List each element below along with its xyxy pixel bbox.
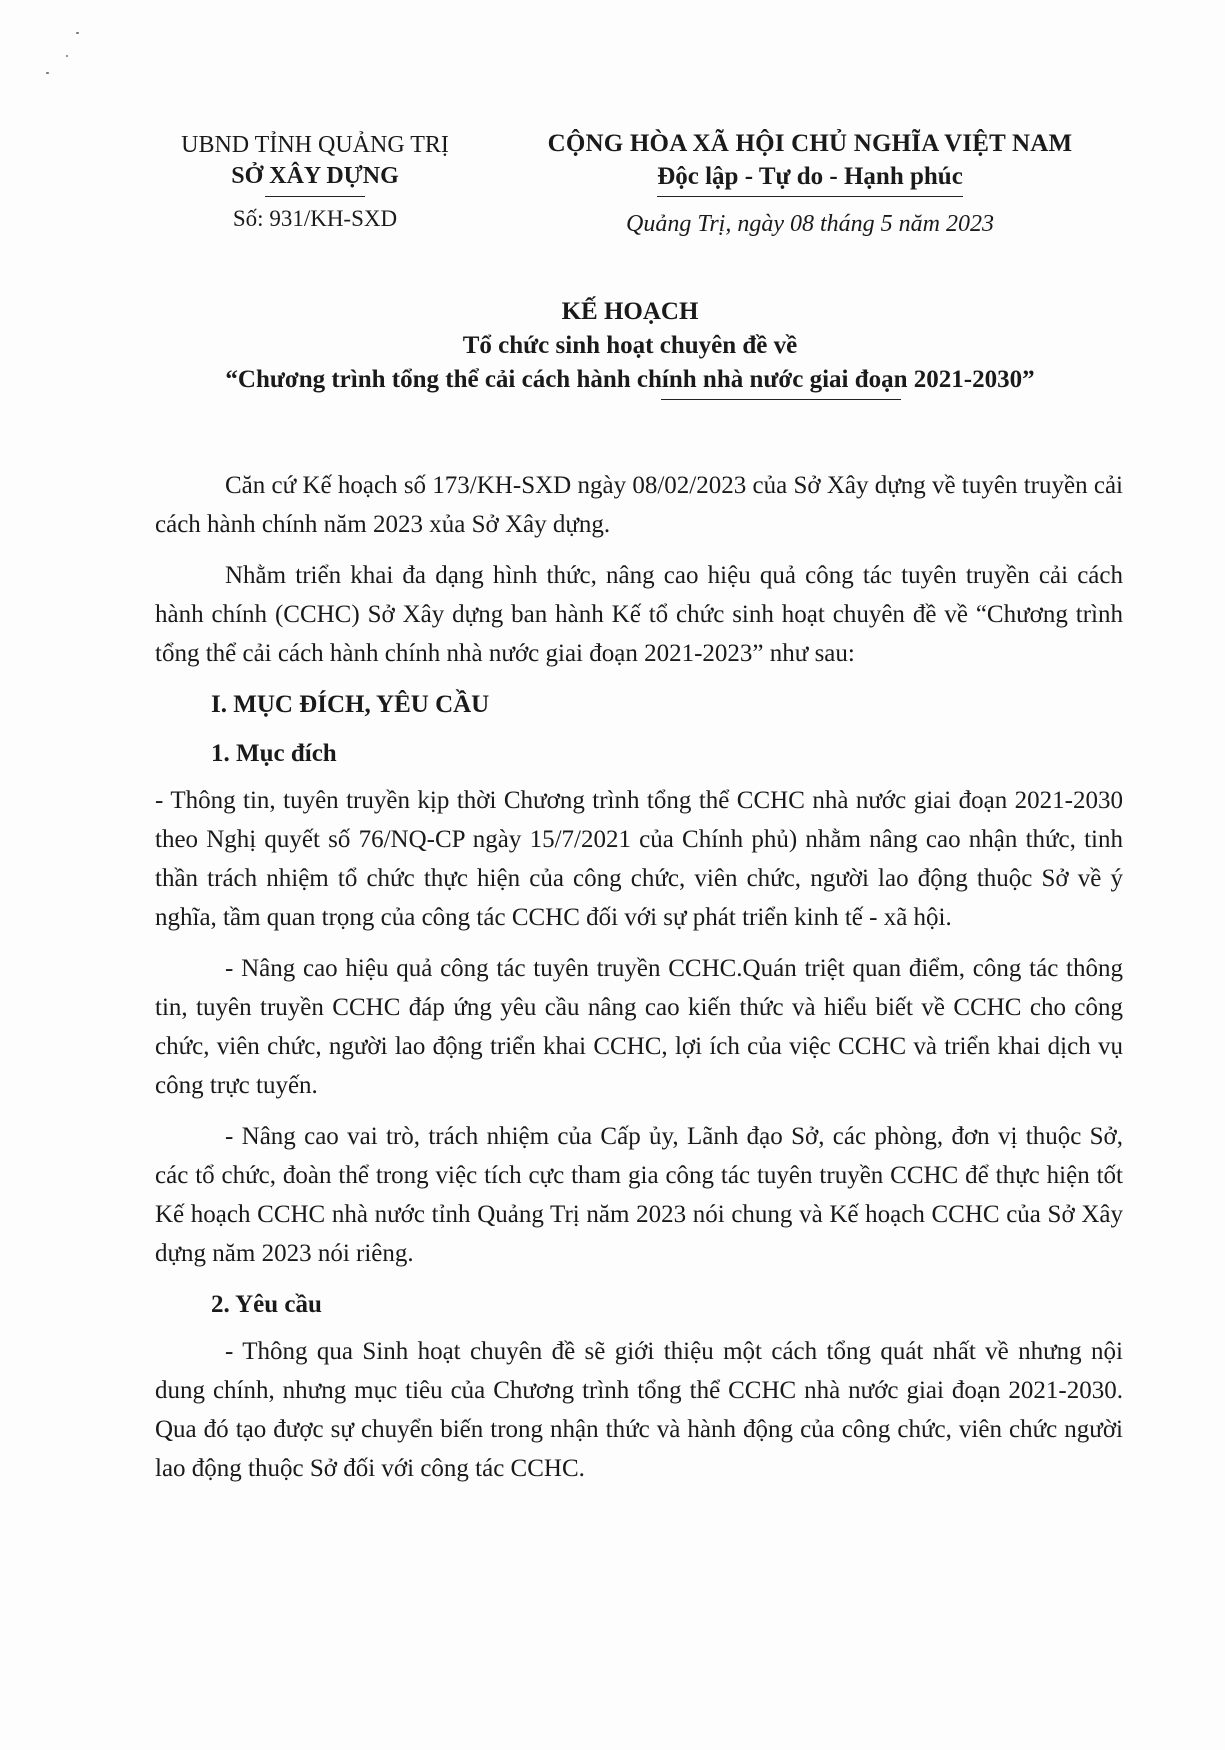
national-motto: Độc lập - Tự do - Hạnh phúc bbox=[657, 160, 963, 197]
subsection-heading-requirements: 2. Yêu cầu bbox=[211, 1291, 322, 1318]
scan-speck bbox=[66, 55, 68, 57]
paragraph-introduction: Nhằm triển khai đa dạng hình thức, nâng cao hiệu quả công tác tuyên truyền cải cách hành chính (CCHC) Sở Xây dựng ban hành Kế tổ chức sinh hoạt chuyên đề về “Chương trình tổng thể cải cách hành chính nhà nước giai đoạn 2021-2023” như sau: bbox=[155, 562, 1123, 667]
title-underline bbox=[661, 399, 901, 400]
national-title: CỘNG HÒA XÃ HỘI CHỦ NGHĨA VIỆT NAM bbox=[547, 130, 1073, 157]
subsection-heading-purpose: 1. Mục đích bbox=[211, 740, 337, 767]
organization-name: SỞ XÂY DỰNG bbox=[231, 163, 399, 189]
scan-speck bbox=[46, 72, 49, 74]
document-subject-line-2: “Chương trình tổng thể cải cách hành chính nhà nước giai đoạn 2021-2030” bbox=[225, 366, 1035, 393]
organization-underline bbox=[265, 196, 365, 197]
document-subject-line-1: Tổ chức sinh hoạt chuyên đề về bbox=[462, 332, 798, 359]
purpose-item-1: - Thông tin, tuyên truyền kịp thời Chương trình tổng thể CCHC nhà nước giai đoạn 2021-2030 theo Nghị quyết số 76/NQ-CP ngày 15/7/2021 của Chính phủ) nhằm nâng cao nhận thức, tinh thần trách nhiệm tổ chức thực hiện của công chức, viên chức, người lao động thuộc Sở về ý nghĩa, tầm quan trọng của công tác CCHC đối với sự phát triển kinh tế - xã hội. bbox=[155, 787, 1123, 931]
national-header-block bbox=[520, 127, 1100, 238]
document-type: KẾ HOẠCH bbox=[561, 298, 699, 325]
issuing-authority-block bbox=[150, 130, 480, 234]
purpose-item-2: - Nâng cao hiệu quả công tác tuyên truyền CCHC.Quán triệt quan điểm, công tác thông tin, tuyên truyền CCHC đáp ứng yêu cầu nâng cao kiến thức và hiểu biết về CCHC cho công chức, viên chức, người lao động triển khai CCHC, lợi ích của việc CCHC và triển khai dịch vụ công trực tuyến. bbox=[155, 955, 1123, 1099]
section-heading: I. MỤC ĐÍCH, YÊU CẦU bbox=[211, 691, 490, 718]
document-number: Số: 931/KH-SXD bbox=[232, 206, 398, 231]
place-and-date: Quảng Trị, ngày 08 tháng 5 năm 2023 bbox=[625, 211, 994, 237]
document-title-block bbox=[140, 295, 1120, 400]
purpose-item-3: - Nâng cao vai trò, trách nhiệm của Cấp ủy, Lãnh đạo Sở, các phòng, đơn vị thuộc Sở, các tổ chức, đoàn thể trong việc tích cực tham gia công tác tuyên truyền CCHC để thực hiện tốt Kế hoạch CCHC nhà nước tỉnh Quảng Trị năm 2023 nói chung và Kế hoạch CCHC của Sở Xây dựng năm 2023 nói riêng. bbox=[155, 1123, 1123, 1267]
scan-speck bbox=[76, 32, 79, 34]
parent-organization: UBND TỈNH QUẢNG TRỊ bbox=[181, 132, 449, 158]
requirement-item-1: - Thông qua Sinh hoạt chuyên đề sẽ giới thiệu một cách tổng quát nhất về nhưng nội dung chính, nhưng mục tiêu của Chương trình tổng thể CCHC nhà nước giai đoạn 2021-2030. Qua đó tạo được sự chuyển biến trong nhận thức và hành động của công chức, viên chức người lao động thuộc Sở đối với công tác CCHC. bbox=[155, 1338, 1123, 1482]
paragraph-legal-basis: Căn cứ Kế hoạch số 173/KH-SXD ngày 08/02/2023 của Sở Xây dựng về tuyên truyền cải cách hành chính năm 2023 xủa Sở Xây dựng. bbox=[155, 472, 1123, 538]
document-body bbox=[155, 466, 1123, 1500]
